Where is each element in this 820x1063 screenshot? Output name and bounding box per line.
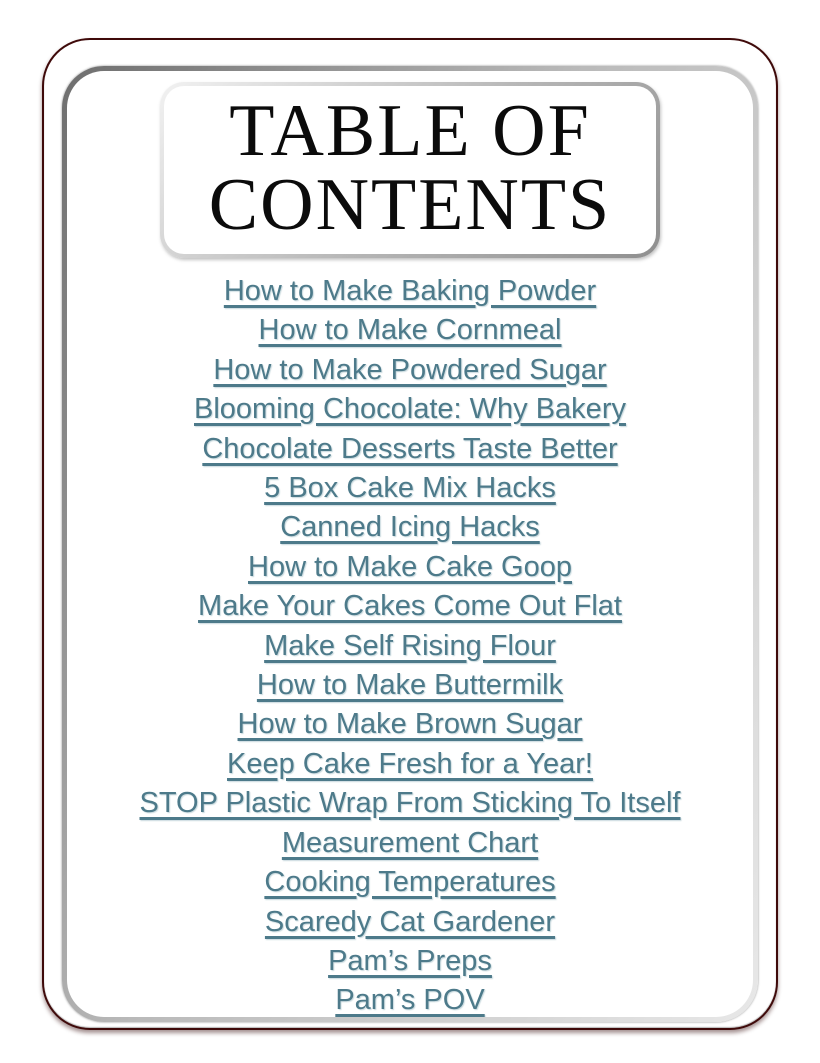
toc-link-line: Keep Cake Fresh for a Year! — [227, 747, 593, 780]
toc-link-line: How to Make Powdered Sugar — [213, 353, 607, 386]
toc-link-line: How to Make Cornmeal — [258, 314, 562, 347]
toc-link-line: Measurement Chart — [281, 826, 539, 859]
page-title-line-1: TABLE OF — [229, 90, 591, 172]
toc-link[interactable] — [67, 863, 753, 902]
toc-link[interactable] — [67, 587, 753, 626]
toc-link[interactable] — [67, 745, 753, 784]
toc-link-line: 5 Box Cake Mix Hacks — [264, 472, 556, 505]
toc-link-line: Cooking Temperatures — [264, 866, 556, 899]
toc-link[interactable] — [67, 981, 753, 1017]
toc-link[interactable] — [67, 705, 753, 744]
page-content-area — [67, 71, 753, 1017]
toc-link[interactable] — [67, 311, 753, 350]
toc-list — [67, 272, 753, 1017]
toc-link[interactable] — [67, 508, 753, 547]
toc-link-line: Pam’s Preps — [328, 944, 492, 977]
toc-link-line: How to Make Buttermilk — [256, 669, 564, 702]
toc-link[interactable] — [67, 548, 753, 587]
toc-link[interactable] — [67, 272, 753, 311]
toc-link-line: Blooming Chocolate: Why Bakery — [194, 393, 626, 426]
toc-link-line: STOP Plastic Wrap From Sticking To Itself — [139, 787, 681, 820]
toc-link-line: How to Make Cake Goop — [248, 550, 572, 583]
title-box — [160, 82, 660, 258]
toc-link-line: Pam’s POV — [335, 984, 485, 1017]
toc-link[interactable] — [67, 824, 753, 863]
toc-link[interactable] — [67, 390, 753, 469]
toc-link[interactable] — [67, 666, 753, 705]
toc-link-line: How to Make Baking Powder — [223, 275, 597, 307]
toc-link[interactable] — [67, 627, 753, 666]
toc-link[interactable] — [67, 469, 753, 508]
toc-link-line: Make Self Rising Flour — [264, 629, 556, 662]
toc-link-line: Scaredy Cat Gardener — [264, 905, 556, 938]
toc-link[interactable] — [67, 784, 753, 823]
toc-link[interactable] — [67, 351, 753, 390]
inner-bevel-frame — [62, 66, 758, 1022]
title-box-inner — [164, 86, 656, 254]
toc-link-line: Canned Icing Hacks — [280, 511, 540, 544]
toc-link[interactable] — [67, 903, 753, 942]
toc-link-line: Make Your Cakes Come Out Flat — [198, 590, 622, 623]
toc-link-line: How to Make Brown Sugar — [237, 708, 583, 741]
toc-link-line: Chocolate Desserts Taste Better — [202, 432, 618, 465]
page-title-line-2: CONTENTS — [208, 164, 612, 246]
page-border-frame — [42, 38, 778, 1030]
toc-link[interactable] — [67, 942, 753, 981]
